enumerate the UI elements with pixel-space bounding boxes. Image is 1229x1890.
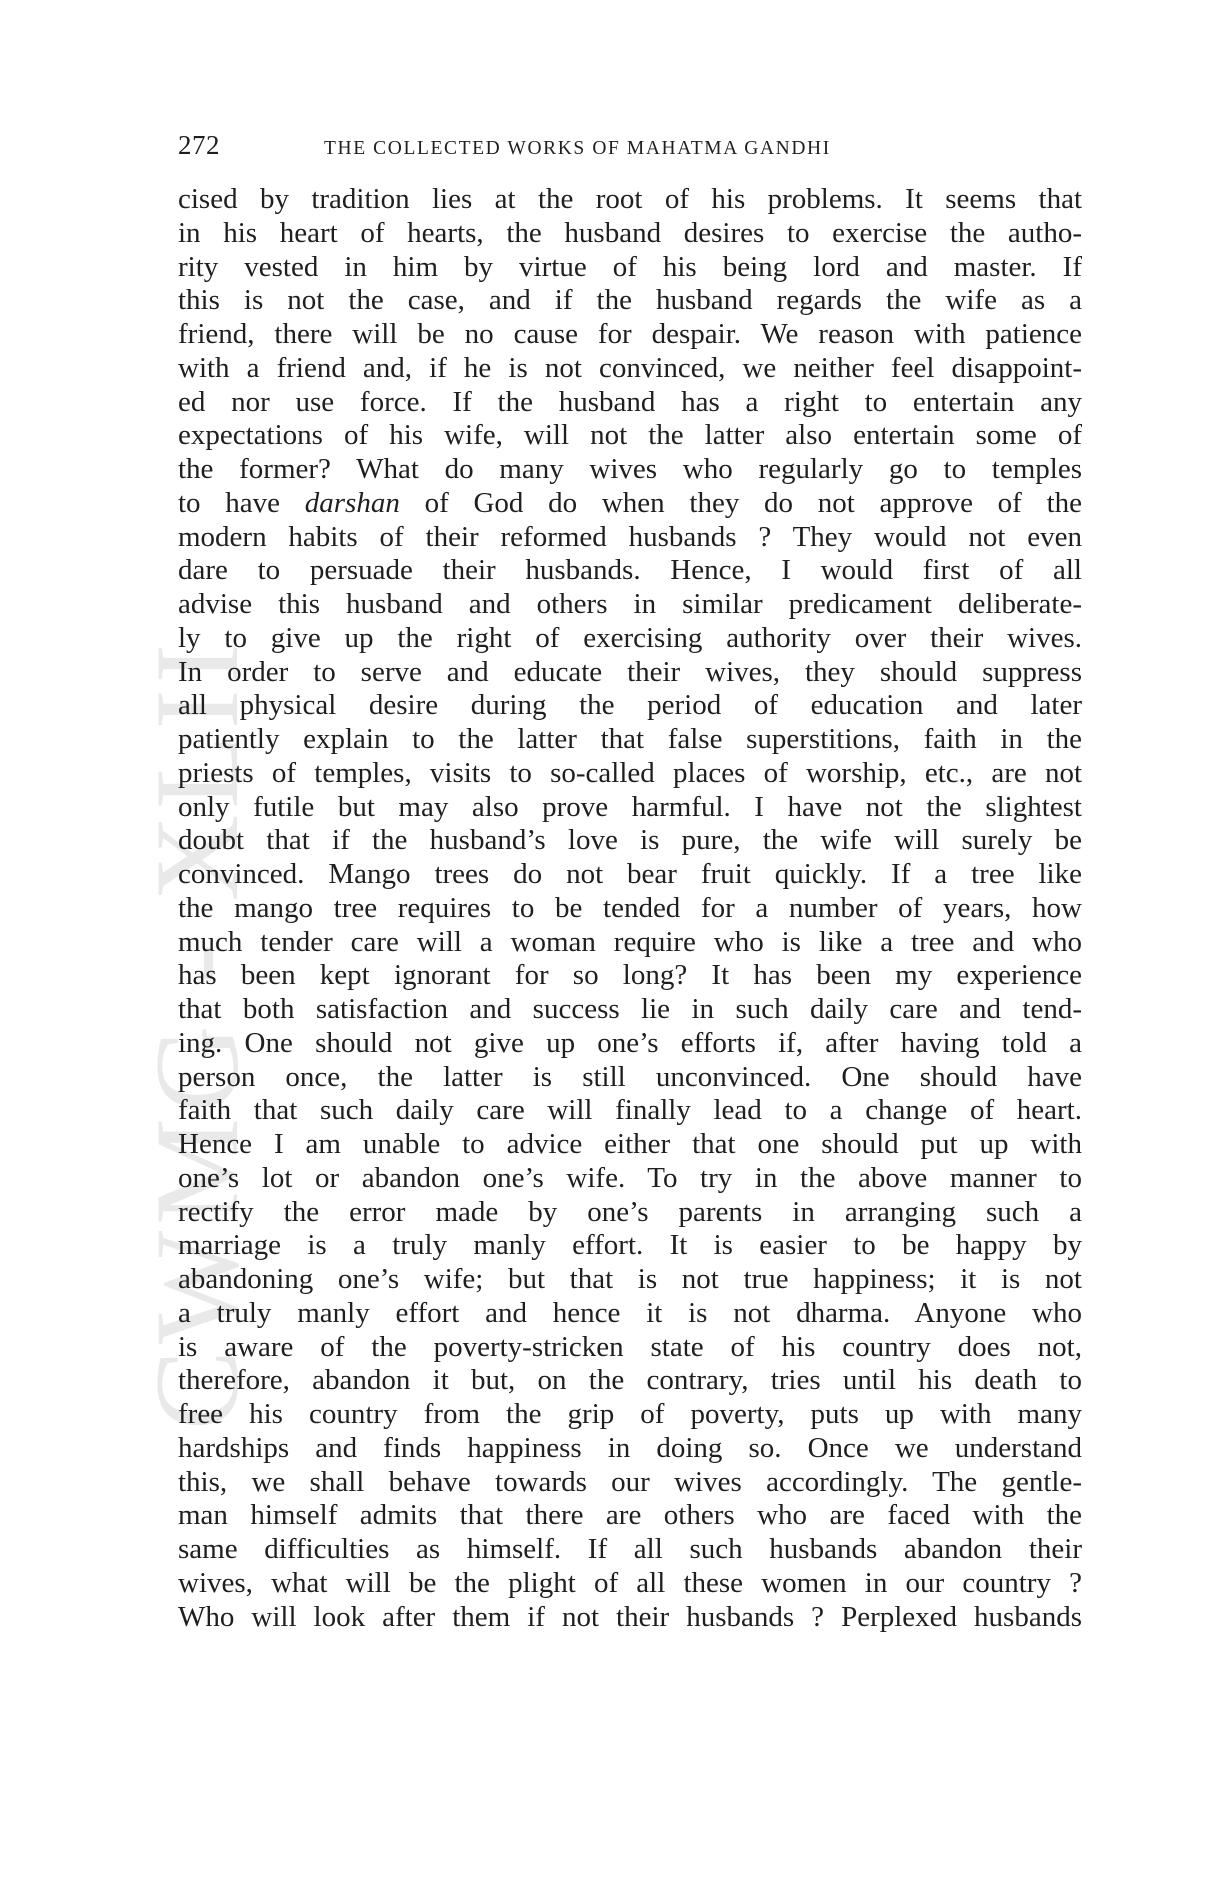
- page-header: [178, 130, 1082, 170]
- text-line: modern habits of their reformed husbands ? They would not even: [178, 520, 1082, 553]
- watermark: CWMG - XLII: [130, 637, 263, 1430]
- text-line: one’s lot or abandon one’s wife. To try in the above manner to: [178, 1161, 1082, 1194]
- text-line: Hence I am unable to advice either that one should put up with: [178, 1128, 1082, 1160]
- text-line: friend, there will be no cause for despair. We reason with patience: [178, 318, 1082, 350]
- text-line: wives, what will be the plight of all these women in our country ?: [178, 1566, 1082, 1599]
- text-line: the former? What do many wives who regularly go to temples: [178, 453, 1082, 485]
- text-line: in his heart of hearts, the husband desires to exercise the autho-: [178, 216, 1082, 249]
- text-line: dare to persuade their husbands. Hence, I would first of all: [178, 554, 1082, 587]
- text-line: the mango tree requires to be tended for a number of years, how: [178, 891, 1082, 924]
- text-line: advise this husband and others in similar predicament deliberate-: [178, 588, 1082, 620]
- text-line: this is not the case, and if the husband regards the wife as a: [178, 284, 1082, 317]
- text-line: priests of temples, visits to so-called places of worship, etc., are not: [178, 756, 1082, 789]
- text-line: faith that such daily care will finally lead to a change of heart.: [178, 1094, 1082, 1127]
- text-line: man himself admits that there are others who are faced with the: [178, 1499, 1082, 1532]
- text-line: convinced. Mango trees do not bear fruit quickly. If a tree like: [178, 858, 1082, 890]
- body-text: [178, 183, 1082, 1634]
- text-line: person once, the latter is still unconvinced. One should have: [178, 1060, 1082, 1093]
- text-line: free his country from the grip of poverty, puts up with many: [178, 1398, 1082, 1430]
- text-line: has been kept ignorant for so long? It has been my experience: [178, 959, 1082, 992]
- page-number: 272: [178, 130, 220, 160]
- text-line: rity vested in him by virtue of his being lord and master. If: [178, 250, 1082, 283]
- text-line: is aware of the poverty-stricken state of his country does not,: [178, 1330, 1082, 1363]
- text-line: In order to serve and educate their wives, they should suppress: [178, 655, 1082, 688]
- text-run: of God do when they do not approve of the: [399, 486, 1082, 519]
- running-head: THE COLLECTED WORKS OF MAHATMA GANDHI: [324, 138, 831, 159]
- text-line: therefore, abandon it but, on the contrary, tries until his death to: [178, 1364, 1082, 1397]
- text-line: ing. One should not give up one’s efforts if, after having told a: [178, 1026, 1082, 1059]
- text-line: abandoning one’s wife; but that is not true happiness; it is not: [178, 1263, 1082, 1295]
- text-line: ed nor use force. If the husband has a right to entertain any: [178, 385, 1082, 418]
- text-line: much tender care will a woman require who is like a tree and who: [178, 925, 1082, 958]
- text-line: marriage is a truly manly effort. It is easier to be happy by: [178, 1229, 1082, 1262]
- text-run: to have: [178, 486, 305, 519]
- text-line: expectations of his wife, will not the latter also entertain some of: [178, 419, 1082, 452]
- italic-term: darshan: [304, 486, 400, 519]
- text-line: [178, 487, 1082, 521]
- text-line: this, we shall behave towards our wives accordingly. The gentle-: [178, 1465, 1082, 1498]
- text-line: with a friend and, if he is not convinced, we neither feel disappoint-: [178, 351, 1082, 384]
- text-line: doubt that if the husband’s love is pure, the wife will surely be: [178, 824, 1082, 857]
- text-line: hardships and finds happiness in doing so. Once we understand: [178, 1431, 1082, 1464]
- text-line: Who will look after them if not their husbands ? Perplexed husbands: [178, 1600, 1082, 1633]
- text-line: ly to give up the right of exercising authority over their wives.: [178, 621, 1082, 654]
- text-line: only futile but may also prove harmful. I have not the slightest: [178, 790, 1082, 823]
- text-line: a truly manly effort and hence it is not dharma. Anyone who: [178, 1296, 1082, 1329]
- text-line: same difficulties as himself. If all such husbands abandon their: [178, 1533, 1082, 1565]
- text-line: cised by tradition lies at the root of his problems. It seems that: [178, 183, 1082, 215]
- text-line: rectify the error made by one’s parents in arranging such a: [178, 1195, 1082, 1228]
- text-line: that both satisfaction and success lie in such daily care and tend-: [178, 993, 1082, 1025]
- text-line: all physical desire during the period of education and later: [178, 689, 1082, 722]
- text-line: patiently explain to the latter that false superstitions, faith in the: [178, 723, 1082, 755]
